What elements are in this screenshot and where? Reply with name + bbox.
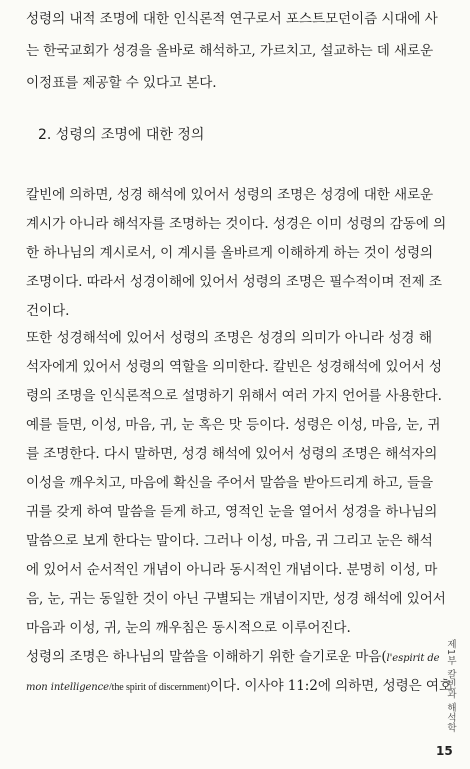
body-line: 령의 조명을 인식론적으로 설명하기 위해서 여러 가지 언어를 사용한다. — [26, 388, 442, 404]
section-heading: 2. 성령의 조명에 대한 정의 — [38, 127, 205, 143]
body-line: 를 조명한다. 다시 말하면, 성경 해석에 있어서 성령의 조명은 해석자의 — [26, 446, 438, 462]
body-line-text: 성령의 조명은 하나님의 말씀을 이해하기 위한 슬기로운 마음( — [26, 649, 387, 665]
french-term-cont: mon intelligence — [26, 682, 109, 693]
intro-line: 이정표를 제공할 수 있다고 본다. — [26, 75, 217, 91]
intro-line: 성령의 내적 조명에 대한 인식론적 연구로서 포스트모던이즘 시대에 사 — [26, 11, 438, 27]
section-title-vertical: 제1부 칼빈과 해석학 — [445, 639, 456, 733]
running-section-title — [441, 636, 459, 736]
body-line: 또한 성경해석에 있어서 성령의 조명은 성경의 의미가 아니라 성경 해 — [26, 330, 432, 346]
french-term: l'espirit de — [386, 653, 440, 664]
body-line: 칼빈에 의하면, 성경 해석에 있어서 성령의 조명은 성경에 대한 새로운 — [26, 187, 434, 203]
body-line: 이성을 깨우치고, 마음에 확신을 주어서 말씀을 받아드리게 하고, 들을 — [26, 475, 434, 491]
body-line: 말씀으로 보게 한다는 말이다. 그러나 이성, 마음, 귀 그리고 눈은 해석 — [26, 533, 433, 549]
body-line: 석자에게 있어서 성령의 역할을 의미한다. 칼빈은 성경해석에 있어서 성 — [26, 359, 442, 375]
body-line-text: 이다. 이사야 11:2에 의하면, 성령은 여호 — [209, 678, 452, 694]
body-line: 건이다. — [26, 303, 70, 319]
english-gloss: /the spirit of discernment) — [108, 682, 210, 693]
body-line: 음, 눈, 귀는 동일한 것이 아닌 구별되는 개념이지만, 성경 해석에 있어서 — [26, 591, 446, 607]
body-line-with-french — [26, 646, 440, 668]
body-line: 한 하나님의 계시로서, 이 계시를 올바르게 이해하게 하는 것이 성령의 — [26, 245, 434, 261]
body-line: 에 있어서 순서적인 개념이 아니라 동시적인 개념이다. 분명히 이성, 마 — [26, 562, 438, 578]
body-line: 예를 들면, 이성, 마음, 귀, 눈 혹은 맛 등이다. 성령은 이성, 마음, 눈, 귀 — [26, 417, 441, 433]
body-line: 마음과 이성, 귀, 눈의 깨우침은 동시적으로 이루어진다. — [26, 620, 351, 636]
body-line-with-latin — [26, 675, 452, 697]
body-line: 귀를 갖게 하여 말씀을 듣게 하고, 영적인 눈을 열어서 성경을 하나님의 — [26, 504, 438, 520]
page-number: 15 — [436, 744, 453, 758]
body-line: 조명이다. 따라서 성경이해에 있어서 성령의 조명은 필수적이며 전제 조 — [26, 274, 442, 290]
intro-line: 는 한국교회가 성경을 올바로 해석하고, 가르치고, 설교하는 데 새로운 — [26, 43, 434, 59]
body-line: 계시가 아니라 해석자를 조명하는 것이다. 성경은 이미 성령의 감동에 의 — [26, 216, 447, 232]
